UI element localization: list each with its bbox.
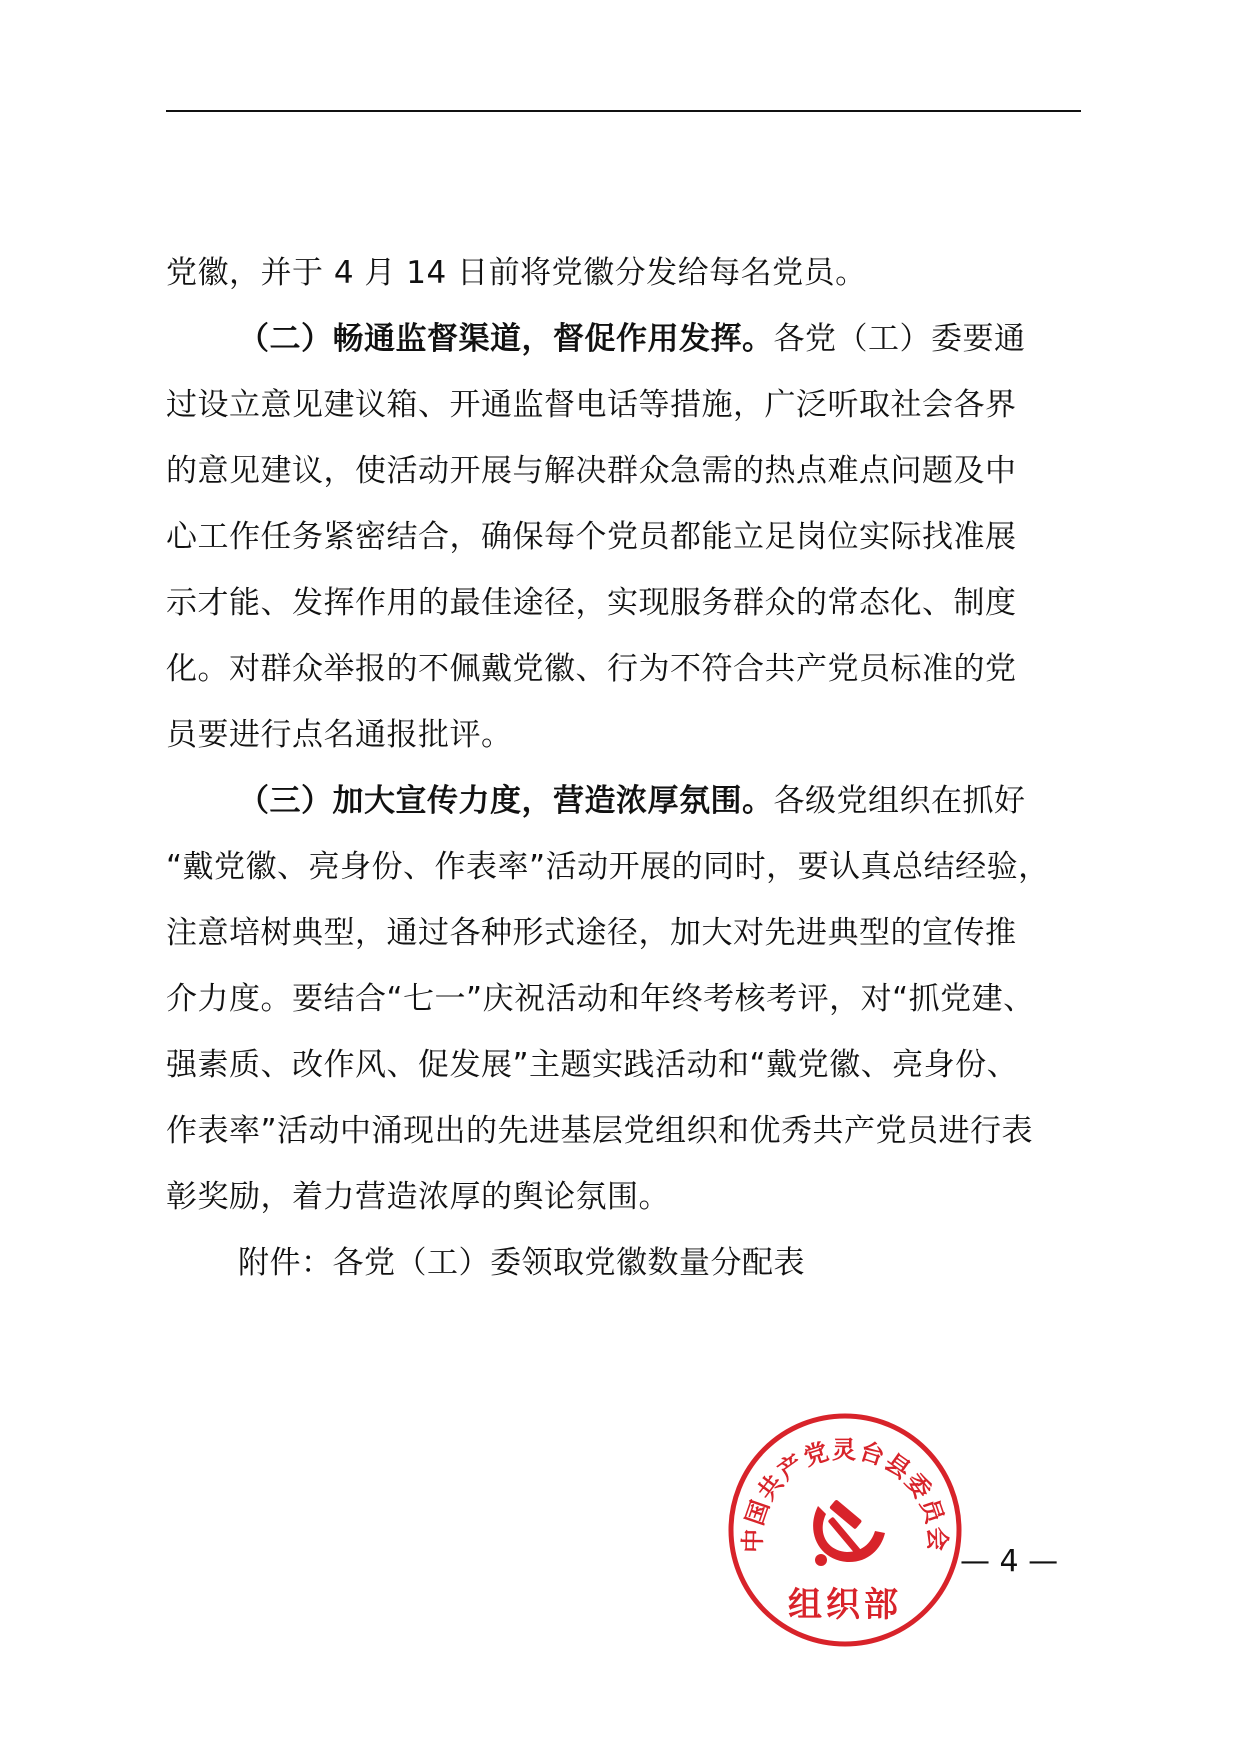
text-line xyxy=(166,372,1106,438)
section-heading: （三）加大宣传力度，营造浓厚氛围。 xyxy=(238,783,774,819)
paragraph-text: “戴党徽、亮身份、作表率”活动开展的同时，要认真总结经验， xyxy=(166,849,1050,885)
text-line xyxy=(166,702,1106,768)
text-line xyxy=(166,306,1106,372)
seal-center-text: 组织部 xyxy=(788,1585,902,1625)
paragraph-text: 员要进行点名通报批评。 xyxy=(166,717,513,753)
text-line xyxy=(166,240,1106,306)
hammer-and-sickle-icon xyxy=(813,1499,885,1566)
paragraph-text: 心工作任务紧密结合，确保每个党员都能立足岗位实际找准展 xyxy=(166,519,1017,555)
paragraph-text: 注意培树典型，通过各种形式途径，加大对先进典型的宣传推 xyxy=(166,915,1017,951)
paragraph-text: 各级党组织在抓好 xyxy=(773,783,1026,819)
paragraph-text: 示才能、发挥作用的最佳途径，实现服务群众的常态化、制度 xyxy=(166,585,1017,621)
paragraph-text: 化。对群众举报的不佩戴党徽、行为不符合共产党员标准的党 xyxy=(166,651,1017,687)
paragraph-text: 各党（工）委要通 xyxy=(773,321,1026,357)
paragraph-text: 的意见建议，使活动开展与解决群众急需的热点难点问题及中 xyxy=(166,453,1017,489)
paragraph-text: 彰奖励，着力营造浓厚的舆论氛围。 xyxy=(166,1179,670,1215)
paragraph-text: 强素质、改作风、促发展”主题实践活动和“戴党徽、亮身份、 xyxy=(166,1047,1019,1083)
text-line xyxy=(166,768,1106,834)
text-line xyxy=(166,570,1106,636)
document-body xyxy=(166,240,1106,1296)
text-line xyxy=(166,438,1106,504)
text-line xyxy=(166,504,1106,570)
page-number: — 4 — xyxy=(960,1544,1059,1579)
section-heading: （二）畅通监督渠道，督促作用发挥。 xyxy=(238,321,774,357)
text-line xyxy=(166,966,1106,1032)
seal-ring-text: 中国共产党灵台县委员会 xyxy=(738,1435,952,1554)
text-line xyxy=(166,1032,1106,1098)
text-line xyxy=(166,636,1106,702)
text-line xyxy=(166,900,1106,966)
text-line xyxy=(166,1230,1106,1296)
header-rule xyxy=(166,110,1081,112)
text-line xyxy=(166,834,1106,900)
text-line xyxy=(166,1098,1106,1164)
paragraph-text: 党徽，并于 4 月 14 日前将党徽分发给每名党员。 xyxy=(166,255,867,291)
text-line xyxy=(166,1164,1106,1230)
paragraph-text: 附件：各党（工）委领取党徽数量分配表 xyxy=(238,1245,805,1281)
official-seal xyxy=(725,1410,965,1650)
paragraph-text: 过设立意见建议箱、开通监督电话等措施，广泛听取社会各界 xyxy=(166,387,1017,423)
paragraph-text: 作表率”活动中涌现出的先进基层党组织和优秀共产党员进行表 xyxy=(166,1113,1034,1149)
paragraph-text: 介力度。要结合“七一”庆祝活动和年终考核考评，对“抓党建、 xyxy=(166,981,1035,1017)
